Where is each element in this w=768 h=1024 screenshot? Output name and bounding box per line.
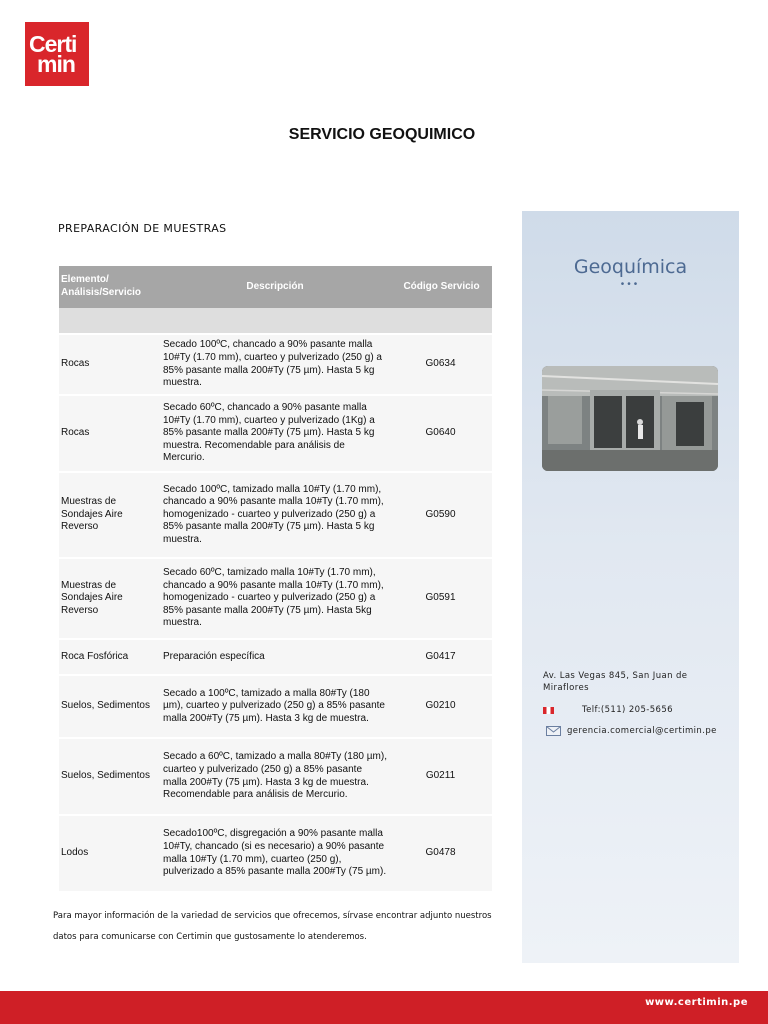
logo-line-1: Certi [29,31,77,57]
cell-code: G0590 [391,472,492,558]
cell-description: Secado 100ºC, chancado a 90% pasante malla 10#Ty (1.70 mm), cuarteo y pulverizado (250 g) a 85% pasante malla 200#Ty (75 µm). Hasta 5 kg muestra. [159,334,391,395]
sidebar-dots: ••• [620,279,641,290]
cell-element: Suelos, Sedimentos [59,675,159,738]
website-link[interactable]: www.certimin.pe [645,997,748,1008]
cell-code: G0640 [391,395,492,472]
mail-icon-graphic [546,726,561,736]
cell-description: Preparación específica [159,639,391,675]
cell-element: Lodos [59,815,159,892]
header-element [59,266,159,308]
section-title: PREPARACIÓN DE MUESTRAS [58,222,227,235]
table-row [59,334,492,395]
laboratory-photo [542,366,718,471]
cell-code: G0591 [391,558,492,639]
cell-element: Suelos, Sedimentos [59,738,159,815]
cell-code: G0417 [391,639,492,675]
contact-address: Av. Las Vegas 845, San Juan de Miraflores [543,671,688,693]
cell-code: G0478 [391,815,492,892]
cell-element: Rocas [59,395,159,472]
spacer-cell [59,308,492,334]
footer-bar [0,991,768,1024]
sidebar-panel [522,211,739,963]
table-spacer-row [59,308,492,334]
cell-code: G0634 [391,334,492,395]
contact-phone: Telf:(511) 205-5656 [582,705,673,715]
certimin-logo [25,22,89,86]
cell-element: Muestras de Sondajes Aire Reverso [59,558,159,639]
header-element-label: Elemento/ Análisis/Servicio [61,274,142,298]
contact-phone-row [543,705,733,715]
header-code: Código Servicio [391,266,492,308]
cell-description: Secado a 100ºC, tamizado a malla 80#Ty (180 µm), cuarteo y pulverizado (250 g) a 85% pasante malla 200#Ty (75 µm). Hasta 3 kg de muestra. [159,675,391,738]
cell-element: Rocas [59,334,159,395]
cell-element: Muestras de Sondajes Aire Reverso [59,472,159,558]
footer-note: Para mayor información de la variedad de servicios que ofrecemos, sírvase encontrar adjunto nuestros datos para comunicarse con Certimin que gustosamente lo atenderemos. [53,911,492,942]
header-description: Descripción [159,266,391,308]
cell-description: Secado100ºC, disgregación a 90% pasante malla 10#Ty, chancado (si es necesario) a 90% pasante malla 10#Ty (1.70 mm), cuarteo (250 g), pulverizado a 85% pasante malla 200#Ty (75 µm). [159,815,391,892]
cell-description: Secado a 60ºC, tamizado a malla 80#Ty (180 µm), cuarteo y pulverizado (250 g) a 85% pasante malla 200#Ty (75 µm). Hasta 3 kg de muestra. Recomendable para análisis de Mercurio. [159,738,391,815]
mail-icon [546,726,561,736]
cell-description: Secado 60ºC, tamizado malla 10#Ty (1.70 mm), chancado a 90% pasante malla 10#Ty (1.70 mm), homogenizado - cuarteo y pulverizado (250 g) a 85% pasante malla 200#Ty (75 µm). Hasta 5kg muestra. [159,558,391,639]
table-row [59,395,492,472]
table-row [59,639,492,675]
cell-element: Roca Fosfórica [59,639,159,675]
table-row [59,675,492,738]
contact-email[interactable]: gerencia.comercial@certimin.pe [567,726,717,736]
table-row [59,738,492,815]
services-table [59,266,492,893]
logo-line-2: min [37,51,75,77]
laboratory-image [542,366,718,471]
table-row [59,815,492,892]
table-header-row [59,266,492,308]
table-row [59,558,492,639]
cell-code: G0210 [391,675,492,738]
sidebar-heading: Geoquímica [573,256,688,278]
cell-description: Secado 100ºC, tamizado malla 10#Ty (1.70 mm), chancado a 90% pasante malla 10#Ty (1.70 mm), homogenizado - cuarteo y pulverizado (250 g) a 85% pasante malla 200#Ty (75 µm). Hasta 5 kg muestra. [159,472,391,558]
cell-description: Secado 60ºC, chancado a 90% pasante malla 10#Ty (1.70 mm), cuarteo y pulverizado (1Kg) a 85% pasante malla 200#Ty (75 µm). Hasta 5 kg muestra. Recomendable para análisis de Mercurio. [159,395,391,472]
contact-email-row [546,726,736,736]
cell-code: G0211 [391,738,492,815]
table-row [59,472,492,558]
page-title: SERVICIO GEOQUIMICO [288,126,476,143]
peru-flag-icon [543,707,554,714]
